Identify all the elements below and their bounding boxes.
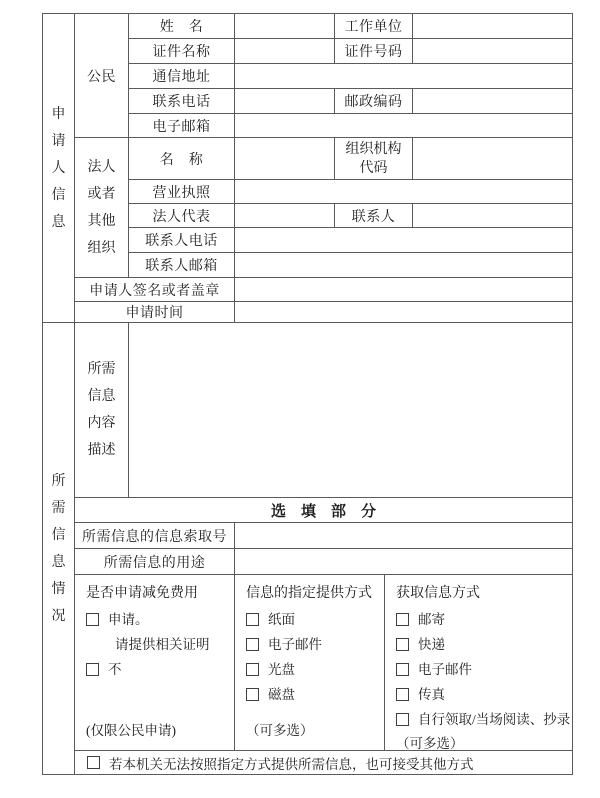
fee-waiver-title: 是否申请减免费用: [86, 586, 198, 601]
field-label-signature: 申请人签名或者盖章: [75, 278, 235, 302]
delivery-multi-select-note: （可多选）: [246, 723, 314, 738]
id-number-value-cell[interactable]: [413, 39, 573, 64]
delivery-paper-checkbox[interactable]: [246, 613, 259, 626]
phone-value-cell[interactable]: [235, 89, 335, 114]
obtain-multi-select-note: （可多选）: [396, 736, 464, 751]
obtain-option-email: 电子邮件: [396, 657, 568, 682]
obtain-option-mail: 邮寄: [396, 607, 568, 632]
field-label-org-name: 名 称: [129, 138, 235, 180]
field-label-id-number: 证件号码: [335, 39, 413, 64]
field-label-address: 通信地址: [129, 64, 235, 89]
field-label-purpose: 所需信息的用途: [75, 549, 235, 575]
obtain-option-fax: 传真: [396, 682, 568, 707]
name-value-cell[interactable]: [235, 14, 335, 39]
index-number-value-cell[interactable]: [235, 523, 573, 549]
delivery-method-title: 信息的指定提供方式: [246, 586, 372, 601]
delivery-option-disk: 磁盘: [246, 682, 380, 707]
delivery-option-email: 电子邮件: [246, 632, 380, 657]
field-label-apply-time: 申请时间: [75, 302, 235, 323]
org-group-label: 法人 或者 其他 组织: [75, 138, 129, 278]
contact-value-cell[interactable]: [413, 204, 573, 228]
content-description-value-cell[interactable]: [129, 323, 573, 498]
field-label-work-unit: 工作单位: [335, 14, 413, 39]
legal-rep-value-cell[interactable]: [235, 204, 335, 228]
field-label-content-description: 所需 信息 内容 描述: [75, 323, 129, 498]
citizen-group-label: 公民: [75, 14, 129, 138]
field-label-email: 电子邮箱: [129, 114, 235, 138]
delivery-method-cell: [235, 575, 385, 751]
fallback-method-checkbox[interactable]: [87, 756, 100, 769]
field-label-legal-rep: 法人代表: [129, 204, 235, 228]
fee-no-label: 不: [108, 662, 122, 677]
obtain-method-title: 获取信息方式: [396, 586, 480, 601]
field-label-name: 姓 名: [129, 14, 235, 39]
org-name-value-cell[interactable]: [235, 138, 335, 180]
obtain-option-self-pickup: 自行领取/当场阅读、抄录: [396, 707, 568, 732]
org-code-value-cell[interactable]: [413, 138, 573, 180]
fee-citizen-only-note: (仅限公民申请): [86, 723, 176, 738]
delivery-option-cd: 光盘: [246, 657, 380, 682]
delivery-cd-checkbox[interactable]: [246, 663, 259, 676]
obtain-self-pickup-checkbox[interactable]: [396, 713, 409, 726]
apply-time-value-cell[interactable]: [235, 302, 573, 323]
work-unit-value-cell[interactable]: [413, 14, 573, 39]
obtain-method-cell: [385, 575, 573, 751]
contact-email-value-cell[interactable]: [235, 253, 573, 278]
fee-waiver-cell: [75, 575, 235, 751]
fee-apply-label: 申请。: [108, 612, 149, 627]
field-label-org-code: 组织机构 代码: [335, 138, 413, 180]
field-label-postcode: 邮政编码: [335, 89, 413, 114]
field-label-phone: 联系电话: [129, 89, 235, 114]
email-value-cell[interactable]: [235, 114, 573, 138]
applicant-section-label: 申 请 人 信 息: [43, 14, 75, 323]
obtain-express-checkbox[interactable]: [396, 638, 409, 651]
id-name-value-cell[interactable]: [235, 39, 335, 64]
license-value-cell[interactable]: [235, 180, 573, 204]
field-label-index-number: 所需信息的信息索取号: [75, 523, 235, 549]
delivery-option-paper: 纸面: [246, 607, 380, 632]
fee-option-apply: [86, 607, 230, 632]
field-label-contact-email: 联系人邮箱: [129, 253, 235, 278]
required-info-section-label: 所 需 信 息 情 况: [43, 323, 75, 775]
field-label-contact: 联系人: [335, 204, 413, 228]
field-label-id-name: 证件名称: [129, 39, 235, 64]
optional-section-header: 选 填 部 分: [75, 498, 573, 523]
signature-value-cell[interactable]: [235, 278, 573, 302]
field-label-license: 营业执照: [129, 180, 235, 204]
obtain-email-checkbox[interactable]: [396, 663, 409, 676]
obtain-fax-checkbox[interactable]: [396, 688, 409, 701]
obtain-mail-checkbox[interactable]: [396, 613, 409, 626]
delivery-disk-checkbox[interactable]: [246, 688, 259, 701]
delivery-email-checkbox[interactable]: [246, 638, 259, 651]
obtain-option-express: 快递: [396, 632, 568, 657]
address-value-cell[interactable]: [235, 64, 573, 89]
field-label-contact-phone: 联系人电话: [129, 228, 235, 253]
fee-apply-proof-note: 请提供相关证明: [115, 637, 210, 652]
fallback-method-label: 若本机关无法按照指定方式提供所需信息，也可接受其他方式: [109, 756, 474, 772]
application-form-table: [42, 13, 573, 775]
fee-option-no: [86, 657, 230, 682]
contact-phone-value-cell[interactable]: [235, 228, 573, 253]
fee-apply-checkbox[interactable]: [86, 613, 99, 626]
fallback-method-cell: [75, 751, 573, 775]
purpose-value-cell[interactable]: [235, 549, 573, 575]
fee-no-checkbox[interactable]: [86, 663, 99, 676]
postcode-value-cell[interactable]: [413, 89, 573, 114]
